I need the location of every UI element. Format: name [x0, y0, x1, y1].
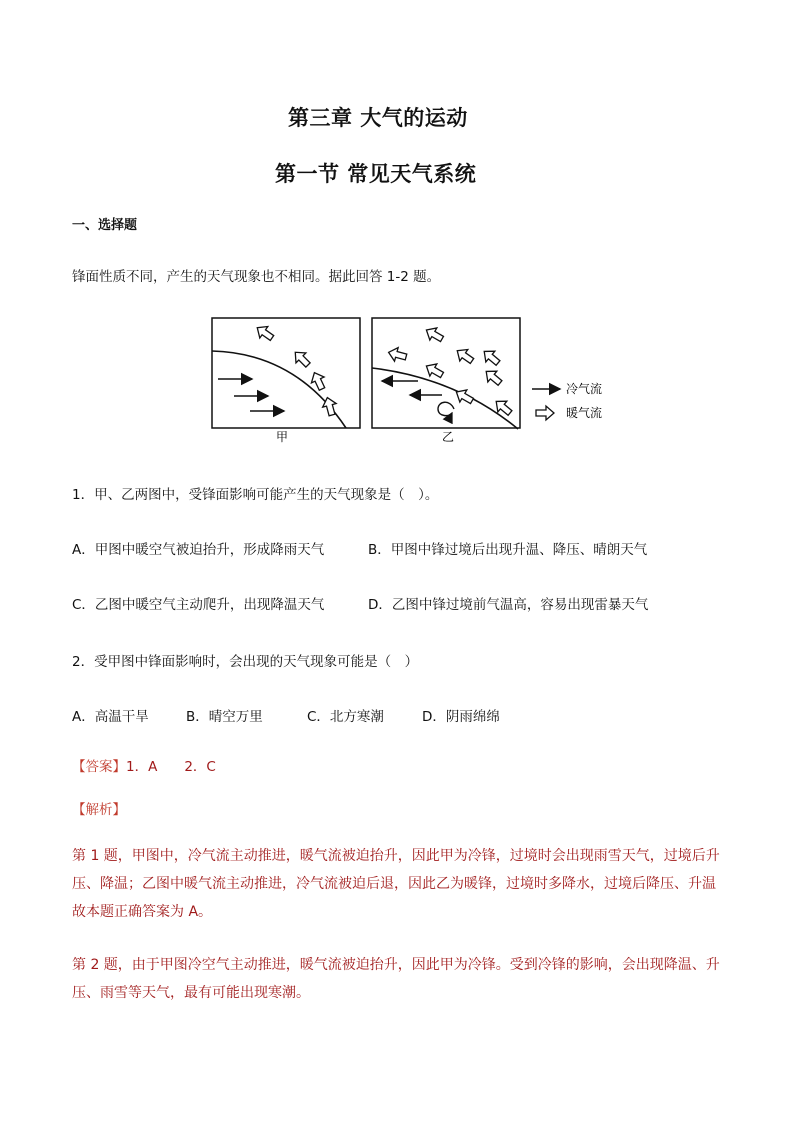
q1-stem: 1．甲、乙两图中，受锋面影响可能产生的天气现象是（ ）。: [72, 487, 439, 503]
q2-option-a: A．高温干旱: [72, 709, 149, 725]
analysis-tag: 【解析】: [72, 802, 126, 818]
q1-option-a: A．甲图中暖空气被迫抬升，形成降雨天气: [72, 542, 325, 558]
q2-option-d: D．阴雨绵绵: [422, 709, 500, 725]
q1-option-b: B．甲图中锋过境后出现升温、降压、晴朗天气: [368, 542, 648, 558]
section-title: 第一节 常见天气系统: [275, 162, 477, 186]
analysis-paragraph-1: 第 1 题，甲图中，冷气流主动推进，暖气流被迫抬升，因此甲为冷锋，过境时会出现雨雪天气，过境后升压、降温；乙图中暖气流主动推进，冷气流被迫后退，因此乙为暖锋，过境时多降水，过境后降压、升温故本题正确答案为 A。: [72, 848, 720, 920]
q2-stem: 2．受甲图中锋面影响时，会出现的天气现象可能是（ ）: [72, 654, 419, 670]
legend-cold-label: 冷气流: [566, 382, 603, 396]
q1-option-c: C．乙图中暖空气主动爬升，出现降温天气: [72, 597, 325, 613]
answer-text: 1．A 2．C: [126, 759, 216, 775]
panel-left-label: 甲: [275, 430, 289, 443]
panel-right-label: 乙: [441, 430, 455, 443]
answer-line: [72, 755, 216, 775]
front-diagram: [206, 313, 646, 443]
panel-left: [212, 318, 360, 443]
analysis-paragraph-2: 第 2 题，由于甲图冷空气主动推进，暖气流被迫抬升，因此甲为冷锋。受到冷锋的影响，会出现降温、升压、雨雪等天气，最有可能出现寒潮。: [72, 957, 720, 1001]
answer-tag: 【答案】: [72, 759, 126, 775]
part-heading: 一、选择题: [72, 218, 138, 233]
q2-option-b: B．晴空万里: [186, 709, 263, 725]
chapter-title: 第三章 大气的运动: [288, 106, 468, 130]
q2-option-c: C．北方寒潮: [307, 709, 384, 725]
legend: [532, 381, 602, 420]
panel-right: [372, 318, 520, 443]
q1-option-d: D．乙图中锋过境前气温高，容易出现雷暴天气: [368, 597, 649, 613]
legend-warm-label: 暖气流: [566, 406, 603, 420]
intro-text: 锋面性质不同，产生的天气现象也不相同。据此回答 1-2 题。: [72, 269, 441, 285]
